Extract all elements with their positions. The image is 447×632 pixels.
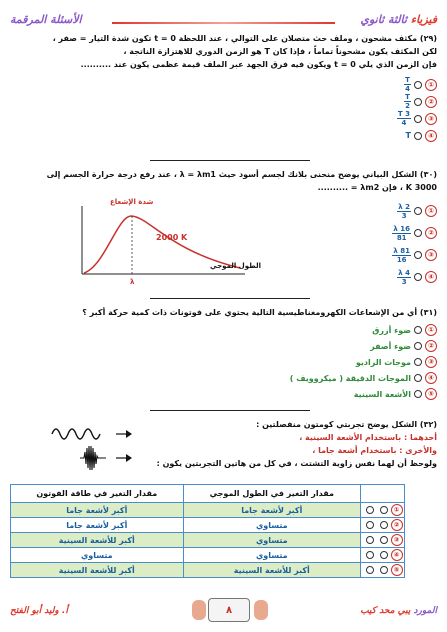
option-cell	[361, 503, 405, 518]
fraction: $\frac{81 \lambda}{16}$	[393, 246, 410, 264]
arrowhead-icon	[126, 454, 132, 462]
q30-line2: 3000 K ، فإن λm2 = ..........	[317, 183, 437, 192]
fraction: $\frac{16 \lambda}{81}$	[393, 224, 410, 242]
wavelength-cell: أكبر لأشعة جاما	[183, 503, 360, 518]
hand-icon	[254, 600, 268, 620]
q29-option-3[interactable]	[397, 110, 437, 127]
fraction: $\frac{3 T}{4}$	[397, 110, 410, 127]
radio-icon[interactable]	[414, 81, 422, 89]
radio-icon[interactable]	[380, 551, 388, 559]
q32-table	[10, 484, 405, 578]
table-row[interactable]	[11, 548, 405, 563]
table-row[interactable]	[11, 503, 405, 518]
option-number: ②	[425, 227, 437, 239]
fraction: $\frac{4 \lambda}{3}$	[398, 268, 410, 286]
footer-series	[360, 606, 437, 616]
question-31	[10, 306, 437, 319]
q31-option-1[interactable]	[290, 322, 437, 338]
q32-line4: ولوحظ أن لهما نفس زاوية التشتت ، في كل من هاتين التجربتين يكون :	[156, 459, 437, 468]
option-number: ④	[425, 372, 437, 384]
energy-cell: متساوي	[11, 548, 184, 563]
table-row[interactable]	[11, 563, 405, 578]
table-header-wavelength: مقدار التغير في الطول الموجي	[183, 485, 360, 503]
radio-icon[interactable]	[414, 229, 422, 237]
q32-line3: والأخرى : باستخدام أشعة جاما ،	[312, 446, 437, 455]
option-number: ④	[425, 130, 437, 142]
q29-line2: لكن المكثف يكون مشحوناً تماماً ، فإذا كان T هو الزمن الدوري للاهتزازة الناتجة ،	[123, 47, 437, 56]
option-cell	[361, 563, 405, 578]
energy-cell: أكبر لأشعة جاما	[11, 503, 184, 518]
radio-icon[interactable]	[366, 551, 374, 559]
option-number: ①	[425, 205, 437, 217]
q29-options	[397, 76, 437, 144]
q31-option-4[interactable]	[290, 370, 437, 386]
radio-icon[interactable]	[414, 390, 422, 398]
q31-option-5[interactable]	[290, 386, 437, 402]
q32-line2: أحدهما : باستخدام الأشعة السينية ،	[299, 433, 437, 442]
energy-cell: أكبر لأشعة جاما	[11, 518, 184, 533]
radio-icon[interactable]	[414, 251, 422, 259]
lambda-label: λ	[130, 278, 135, 286]
radio-icon[interactable]	[366, 566, 374, 574]
option-number: ④	[391, 549, 403, 561]
q30-option-1[interactable]	[392, 200, 437, 222]
option-number: ②	[425, 96, 437, 108]
option-number: ③	[425, 356, 437, 368]
wave-illustration	[50, 418, 150, 476]
fraction: $\frac{T}{2}$	[405, 93, 410, 110]
option-text: الأشعة السينية	[353, 389, 411, 399]
planck-graph	[60, 196, 270, 288]
option-number: ①	[391, 504, 403, 516]
option-number: ③	[425, 249, 437, 261]
header	[10, 8, 437, 30]
wavelength-cell: متساوي	[183, 548, 360, 563]
q31-option-2[interactable]	[290, 338, 437, 354]
option-text: ضوء أصفر	[370, 341, 411, 351]
table-row[interactable]	[11, 533, 405, 548]
grade-label: ثالثة ثانوي	[360, 12, 407, 26]
radio-icon[interactable]	[366, 521, 374, 529]
q30-options	[392, 200, 437, 288]
author-name: أ. وليد أبو الفتح	[10, 606, 68, 616]
q30-option-2[interactable]	[392, 222, 437, 244]
radio-icon[interactable]	[414, 374, 422, 382]
option-number: ③	[391, 534, 403, 546]
divider	[150, 298, 310, 299]
option-number: ③	[425, 113, 437, 125]
xray-wave	[52, 429, 100, 439]
option-cell	[361, 533, 405, 548]
radio-icon[interactable]	[414, 326, 422, 334]
q29-option-4[interactable]	[397, 127, 437, 144]
radio-icon[interactable]	[414, 98, 422, 106]
graph-xlabel: الطول الموجي	[210, 262, 261, 270]
q30-option-4[interactable]	[392, 266, 437, 288]
option-number: ⑤	[391, 564, 403, 576]
divider	[150, 410, 310, 411]
option-number: ④	[425, 271, 437, 283]
hand-icon	[192, 600, 206, 620]
series-label: المورد	[413, 606, 437, 616]
series-name: يبي محد كيب	[360, 606, 411, 616]
arrowhead-icon	[126, 430, 132, 438]
option-text: ضوء أزرق	[372, 325, 411, 335]
table-header-empty	[361, 485, 405, 503]
subject-label: فيزياء	[410, 12, 437, 26]
option-cell	[361, 518, 405, 533]
divider	[150, 160, 310, 161]
table-header-energy: مقدار التغير في طاقة الفوتون	[11, 485, 184, 503]
option-number: ②	[425, 340, 437, 352]
page-number: ٨	[208, 598, 250, 622]
q29-line1: (٢٩) مكثف مشحون ، وملف حث متصلان على التوالي ، عند اللحظة 0 = t تكون شدة التيار = صفر ،	[52, 34, 437, 43]
option-number: ②	[391, 519, 403, 531]
radio-icon[interactable]	[366, 536, 374, 544]
radio-icon[interactable]	[414, 115, 422, 123]
option-text: موجات الراديو	[355, 357, 411, 367]
option-number: ①	[425, 324, 437, 336]
wavelength-cell: متساوي	[183, 533, 360, 548]
section-title: الأسئلة المرقمة	[10, 12, 82, 26]
option-number: ⑤	[425, 388, 437, 400]
temp-label: 2000 K	[156, 233, 188, 242]
q29-option-2[interactable]	[397, 93, 437, 110]
q29-option-1[interactable]	[397, 76, 437, 93]
question-29	[10, 32, 437, 71]
radio-icon[interactable]	[414, 358, 422, 366]
radio-icon[interactable]	[414, 273, 422, 281]
q31-options	[290, 322, 437, 402]
subject-title	[360, 13, 437, 26]
radio-icon[interactable]	[380, 536, 388, 544]
radio-icon[interactable]	[380, 506, 388, 514]
q32-line1: (٣٢) الشكل يوضح تجربتي كومتون منفصلتين :	[256, 420, 437, 429]
gamma-wave	[80, 446, 106, 470]
option-cell	[361, 548, 405, 563]
graph-ylabel: شدة الإشعاع	[110, 198, 154, 206]
question-30	[10, 168, 437, 194]
radio-icon[interactable]	[366, 506, 374, 514]
radio-icon[interactable]	[414, 132, 422, 140]
energy-cell: أكبر للأشعة السينية	[11, 533, 184, 548]
option-text: الموجات الدقيقة ( ميكروويف )	[289, 373, 411, 383]
q30-line1: (٣٠) الشكل البياني يوضح منحنى بلانك لجسم أسود حيث λ = λm1 ، عند رفع درجة حرارة الجسم إلى	[46, 170, 437, 179]
wavelength-cell: أكبر للأشعة السينية	[183, 563, 360, 578]
header-divider	[112, 22, 335, 24]
q31-option-3[interactable]	[290, 354, 437, 370]
q29-line3: فإن الزمن الذي يلي 0 = t ويكون فيه فرق الجهد عبر الملف قيمة عظمى يكون عند ..........	[80, 60, 437, 69]
q30-option-3[interactable]	[392, 244, 437, 266]
radio-icon[interactable]	[414, 342, 422, 350]
fraction: $\frac{2 \lambda}{3}$	[398, 202, 410, 220]
energy-cell: أكبر للأشعة السينية	[11, 563, 184, 578]
q31-line1: (٣١) أي من الإشعاعات الكهرومغناطيسية التالية يحتوي على فوتونات ذات كمية حركة أكبر ؟	[82, 308, 437, 317]
footer	[10, 598, 437, 626]
wavelength-cell: متساوي	[183, 518, 360, 533]
fraction: $\frac{T}{4}$	[405, 76, 410, 93]
radio-icon[interactable]	[414, 207, 422, 215]
option-number: ①	[425, 79, 437, 91]
radio-icon[interactable]	[380, 566, 388, 574]
option-text: T	[405, 131, 411, 140]
table-row[interactable]	[11, 518, 405, 533]
radio-icon[interactable]	[380, 521, 388, 529]
